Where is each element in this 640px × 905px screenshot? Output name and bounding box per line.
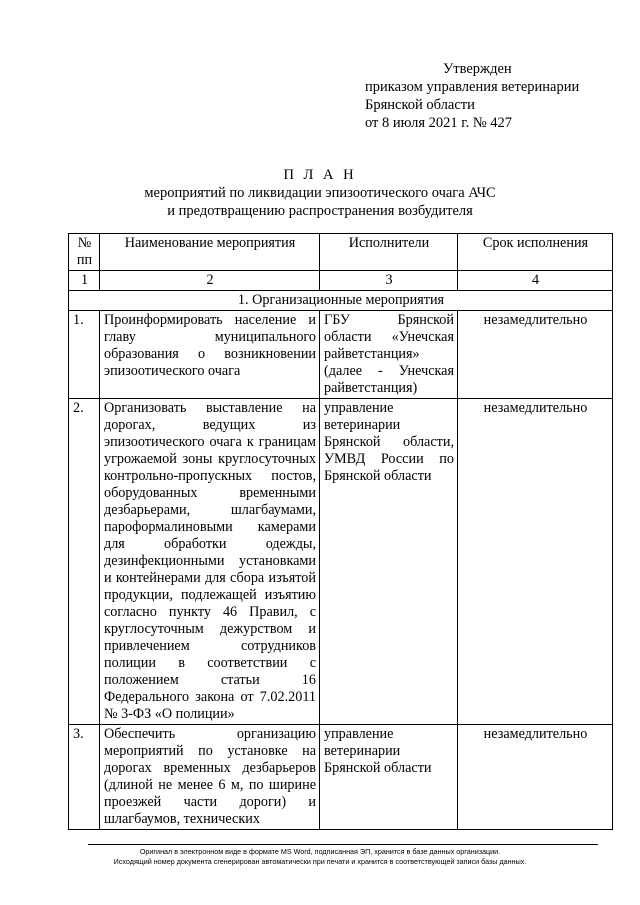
footer-line-1: Оригинал в электронном виде в формате MS Word, подписанная ЭП, хранится в базе данных организации.	[139, 847, 501, 856]
row-number: 3.	[69, 725, 100, 830]
approval-title: Утвержден	[443, 61, 512, 77]
approval-line-1: приказом управления ветеринарии	[365, 79, 580, 95]
plan-title: П Л А Н	[283, 167, 357, 183]
row-executors: управление ветеринарии Брянской области, УМВД России по Брянской области	[320, 399, 458, 725]
approval-line-2: Брянской области	[365, 97, 475, 113]
column-number-4: 4	[458, 271, 613, 291]
table-row	[69, 399, 613, 725]
column-number-row	[69, 271, 613, 291]
table-row	[69, 311, 613, 399]
row-activity: Организовать выставление на дорогах, ведущих из эпизоотического очага к границам угрожаемой зоны круглосуточных контрольно-пропускных постов, оборудованных временными дезбарьерами, шлагбаумами, пароформалиновыми камерами для обработки одежды, дезинфекционными установками и контейнерами для сбора изъятой продукции, подлежащей изъятию согласно пункту 46 Правил, с круглосуточным дежурством и привлечением сотрудников полиции в соответствии с положением статьи 16 Федерального закона от 7.02.2011 № 3-ФЗ «О полиции»	[100, 399, 320, 725]
header-name: Наименование мероприятия	[100, 234, 320, 271]
section-title: 1. Организационные мероприятия	[69, 291, 613, 311]
row-activity: Проинформировать население и главу муниципального образования о возникновении эпизоотического очага	[100, 311, 320, 399]
header-number: № пп	[69, 234, 100, 271]
footer-divider	[88, 844, 598, 845]
plan-table	[68, 233, 613, 830]
row-activity: Обеспечить организацию мероприятий по установке на дорогах временных дезбарьеров (длиной не менее 6 м, по ширине проезжей части дороги) и шлагбаумов, технических	[100, 725, 320, 830]
footer-note	[0, 847, 640, 867]
column-number-3: 3	[320, 271, 458, 291]
footer-line-2: Исходящий номер документа сгенерирован автоматически при печати и хранится в соответствующей записи базы данных.	[113, 857, 527, 866]
plan-subtitle-line-1: мероприятий по ликвидации эпизоотического очага АЧС	[144, 185, 496, 201]
row-deadline: незамедлительно	[458, 725, 613, 830]
row-number: 2.	[69, 399, 100, 725]
row-deadline: незамедлительно	[458, 311, 613, 399]
header-executors: Исполнители	[320, 234, 458, 271]
row-deadline: незамедлительно	[458, 399, 613, 725]
column-number-2: 2	[100, 271, 320, 291]
row-executors: ГБУ Брянской области «Унечская райветстанция» (далее - Унечская райветстанция)	[320, 311, 458, 399]
section-row	[69, 291, 613, 311]
column-number-1: 1	[69, 271, 100, 291]
plan-subtitle-line-2: и предотвращению распространения возбудителя	[167, 203, 473, 219]
approval-block	[365, 60, 625, 132]
table-header-row	[69, 234, 613, 271]
table-row	[69, 725, 613, 830]
header-deadline: Срок исполнения	[458, 234, 613, 271]
approval-line-3: от 8 июля 2021 г. № 427	[365, 115, 513, 131]
row-executors: управление ветеринарии Брянской области	[320, 725, 458, 830]
row-number: 1.	[69, 311, 100, 399]
